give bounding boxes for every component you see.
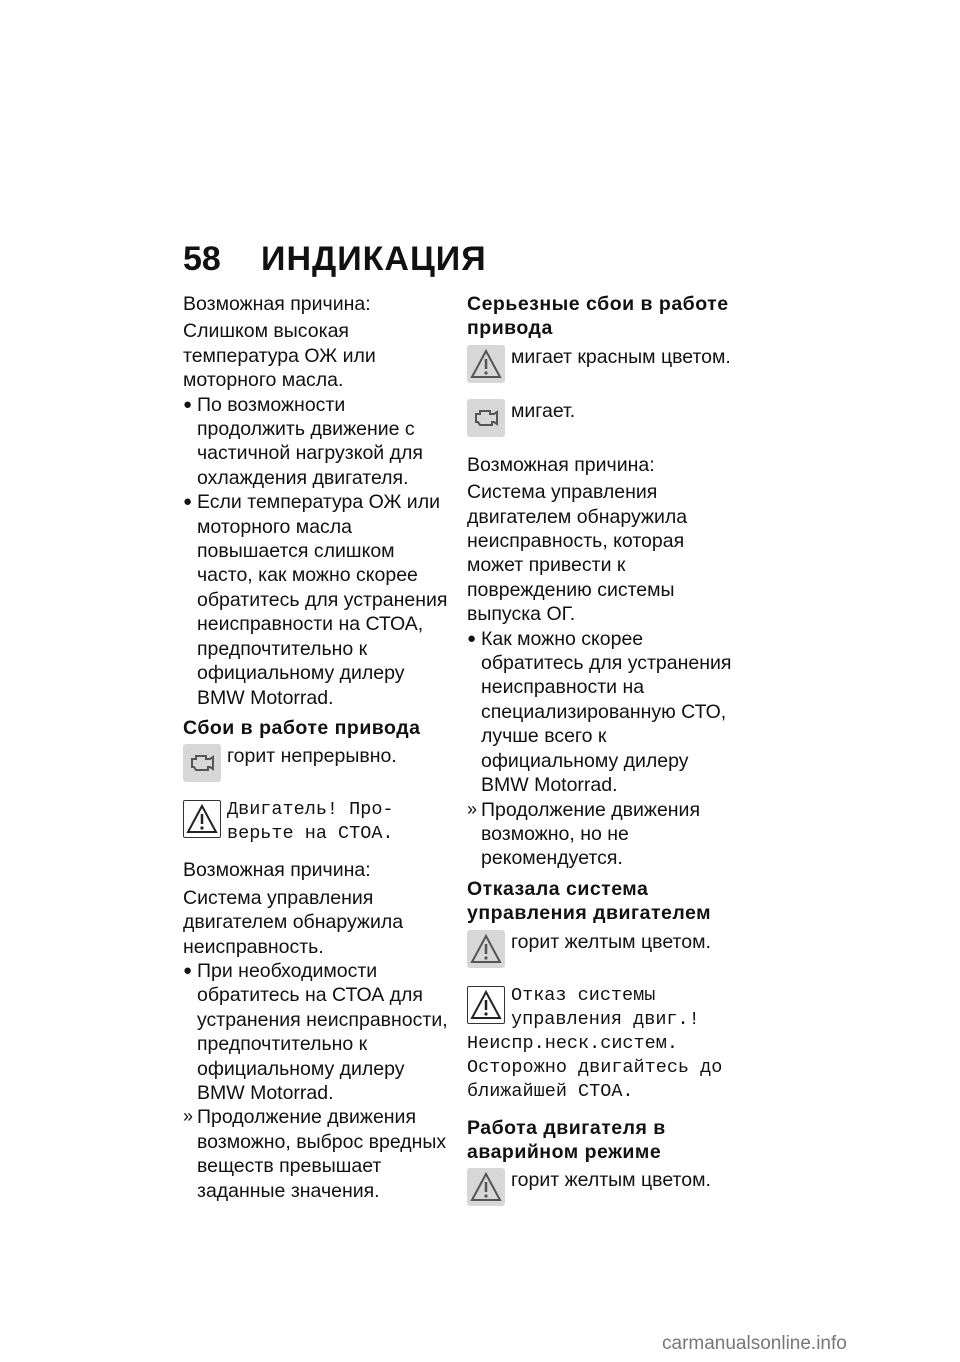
warning-triangle-outlined-icon — [467, 986, 505, 1024]
cause-label: Возможная причина: — [183, 293, 371, 315]
engine-indicator-text: горит непрерывно. — [227, 745, 397, 768]
section-title-engine-control-failed: Отказала система управления двигателем — [467, 877, 712, 925]
right-column — [467, 292, 739, 1222]
bullet-list — [183, 393, 453, 710]
cause-text: Система управления двигателем обнаружила неисправность. — [183, 886, 404, 958]
warning-triangle-icon — [467, 1168, 505, 1206]
cause-text: Система управления двигателем обнаружила неисправность, которая может привести к повреждению системы выпуска ОГ. — [467, 481, 688, 626]
display-message-line: управления двиг.! — [511, 1008, 700, 1030]
warning-triangle-outlined-icon — [183, 800, 221, 838]
warning-indicator-row — [467, 1168, 739, 1212]
section-title-drive-fault: Сбои в работе привода — [183, 716, 421, 739]
list-item: ● По возможности продолжить движение с частичной нагрузкой для охлаждения двигателя. — [183, 393, 423, 489]
page-number: 58 — [183, 240, 221, 278]
display-message-line: ближайшей СТОА. — [467, 1080, 634, 1102]
section-title-emergency-mode: Работа двигателя в аварийном режиме — [467, 1116, 666, 1163]
watermark: carmanualsonline.info — [662, 1333, 847, 1354]
engine-indicator-row — [467, 399, 739, 443]
chapter-title: ИНДИКАЦИЯ — [261, 240, 487, 278]
bullet-list — [467, 627, 739, 871]
cause-label: Возможная причина: — [183, 859, 371, 882]
warning-indicator-text: горит желтым цветом. — [511, 930, 711, 953]
display-message-line: Двигатель! Про- — [227, 799, 394, 821]
list-item: » Продолжение движения возможно, но не рекомендуется. — [467, 798, 701, 870]
cause-text: Слишком высокая температура ОЖ или моторного масла. — [183, 320, 376, 392]
list-item: » Продолжение движения возможно, выброс вредных веществ превышает заданные значения. — [183, 1106, 447, 1202]
warning-indicator-text: горит желтым цветом. — [511, 1169, 711, 1192]
warning-triangle-icon — [467, 930, 505, 968]
display-message — [183, 798, 453, 846]
display-message-line: верьте на СТОА. — [227, 823, 394, 845]
list-item: ● Как можно скорее обратитесь для устранения неисправности на специализированную СТО, лучше всего к официальному дилеру BMW Motorrad. — [467, 627, 732, 797]
display-message — [467, 984, 739, 1104]
warning-indicator-row — [467, 345, 739, 389]
section-title-serious-fault: Серьезные сбои в работе привода — [467, 293, 729, 340]
list-item: ● При необходимости обратитесь на СТОА для устранения неисправности, предпочтительно к официальному дилеру BMW Motorrad. — [183, 959, 448, 1104]
bullet-list — [183, 959, 453, 1203]
cause-label: Возможная причина: — [467, 453, 655, 476]
warning-indicator-text: мигает красным цветом. — [511, 345, 731, 368]
engine-check-icon — [467, 399, 505, 437]
page-header — [183, 240, 487, 279]
engine-indicator-row — [183, 744, 453, 788]
left-column — [183, 292, 453, 1203]
list-item: ● Если температура ОЖ или моторного масла повышается слишком часто, как можно скорее обратитесь для устранения неисправности на СТОА, предпочтительно к официальному дилеру BMW Motorrad. — [183, 491, 448, 709]
display-message-line: Отказ системы — [511, 984, 656, 1006]
warning-indicator-row — [467, 930, 739, 974]
display-message-line: Осторожно двигайтесь до — [467, 1056, 723, 1078]
engine-indicator-text: мигает. — [511, 399, 576, 422]
engine-check-icon — [183, 744, 221, 782]
warning-triangle-icon — [467, 345, 505, 383]
display-message-line: Неиспр.неск.систем. — [467, 1032, 678, 1054]
